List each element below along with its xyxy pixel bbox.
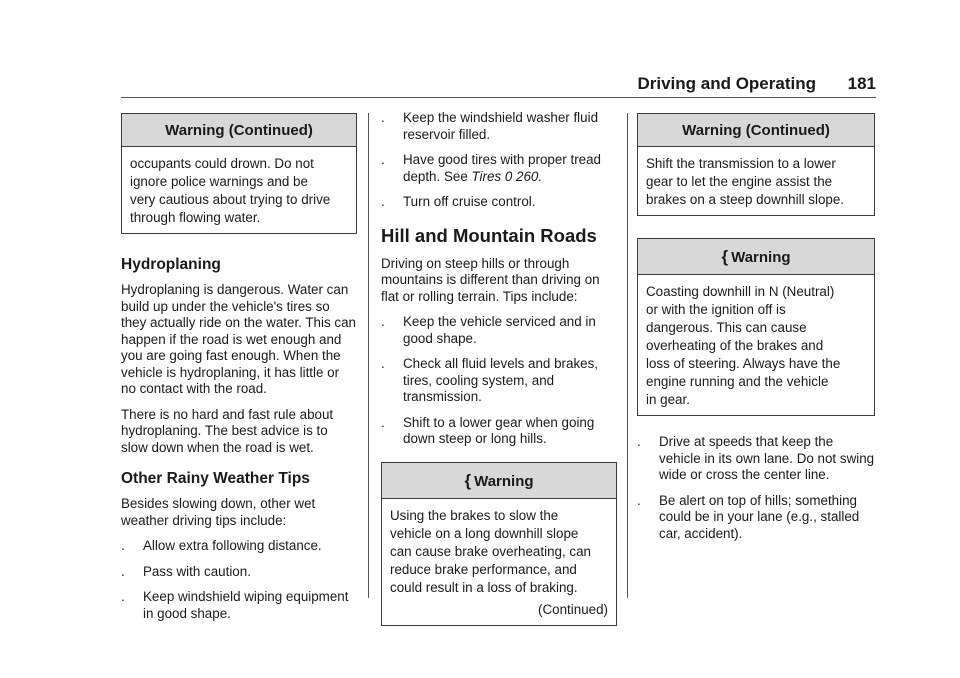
page-ref: 0 260.: [501, 168, 543, 184]
list-item: . Shift to a lower gear when going down steep or long hills.: [381, 414, 595, 446]
warning-title: { Warning: [638, 239, 874, 275]
warning-title: Warning (Continued): [638, 114, 874, 147]
warning-body: [382, 499, 616, 625]
list-item: . Keep windshield wiping equipment in good shape.: [121, 589, 349, 621]
list-item: . Check all fluid levels and brakes, tires, cooling system, and transmission.: [381, 356, 599, 404]
continued-label: (Continued): [538, 601, 608, 617]
bullet-list: [121, 538, 357, 622]
warning-line: dangerous. This can cause: [646, 320, 807, 335]
list-item: . Drive at speeds that keep the vehicle in its own lane. Do not swing wide or cross the center line.: [637, 434, 875, 482]
warning-box-brakes: [381, 462, 617, 626]
heading-rainy-tips: Other Rainy Weather Tips: [121, 470, 310, 487]
warning-line: loss of steering. Always have the: [646, 356, 841, 371]
warning-line: very cautious about trying to drive: [130, 192, 331, 207]
warning-line: or with the ignition off is: [646, 302, 786, 317]
warning-line: Shift the transmission to a lower: [646, 156, 836, 171]
column-divider-2: [627, 113, 628, 598]
paragraph: Driving on steep hills or through mountains is different than driving on flat or rolling terrain. Tips include:: [381, 255, 600, 304]
header-rule: [121, 97, 876, 98]
heading-hydroplaning: Hydroplaning: [121, 256, 221, 273]
section-title: Driving and Operating: [637, 74, 816, 93]
warning-line: reduce brake performance, and: [390, 561, 577, 577]
warning-line: engine running and the vehicle: [646, 374, 829, 389]
warning-title: Warning (Continued): [122, 114, 356, 147]
bullet-list: [381, 110, 617, 211]
warning-title: { Warning: [382, 463, 616, 499]
list-item: . Have good tires with proper tread depth. See Tires 0 260.: [381, 152, 601, 184]
warning-line: Using the brakes to slow the: [390, 507, 559, 523]
warning-body: [122, 147, 356, 233]
warning-box-continued: [637, 113, 875, 216]
bullet-list: [637, 434, 875, 542]
warning-line: can cause brake overheating, can: [390, 543, 591, 559]
warning-line: through flowing water.: [130, 210, 261, 225]
warning-line: overheating of the brakes and: [646, 338, 824, 353]
warning-icon: {: [464, 470, 472, 490]
list-item: . Keep the windshield washer fluid reservoir filled.: [381, 110, 599, 142]
paragraph: Hydroplaning is dangerous. Water can build up under the vehicle's tires so they actually ride on the water. This can happen if the road is wet enough and you are going fast enough. When the vehicle is hydroplaning, it has little or no contact with the road.: [121, 282, 356, 396]
warning-line: brakes on a steep downhill slope.: [646, 192, 845, 207]
list-item: . Allow extra following distance.: [121, 538, 322, 553]
warning-line: ignore police warnings and be: [130, 174, 308, 189]
list-item: . Keep the vehicle serviced and in good shape.: [381, 314, 596, 346]
warning-line: Coasting downhill in N (Neutral): [646, 284, 835, 299]
warning-line: occupants could drown. Do not: [130, 156, 314, 171]
warning-body: [638, 147, 874, 215]
list-item: . Pass with caution.: [121, 563, 251, 579]
warning-icon: {: [721, 247, 729, 266]
warning-line: vehicle on a long downhill slope: [390, 525, 579, 541]
paragraph: Besides slowing down, other wet weather driving tips include:: [121, 496, 316, 528]
warning-box-continued: [121, 113, 357, 234]
column-divider-1: [368, 113, 369, 598]
warning-line: in gear.: [646, 392, 690, 407]
page-header: [0, 74, 876, 96]
bullet-list: [381, 314, 617, 448]
page-number: 181: [847, 74, 876, 93]
column-3: [637, 113, 875, 551]
list-item: . Turn off cruise control.: [381, 194, 536, 209]
column-2: [381, 110, 617, 626]
warning-line: gear to let the engine assist the: [646, 174, 833, 189]
heading-hill-mountain: Hill and Mountain Roads: [381, 224, 597, 246]
warning-body: [638, 275, 874, 415]
warning-box-coasting: [637, 238, 875, 416]
tires-link[interactable]: Tires: [471, 168, 502, 184]
warning-line: could result in a loss of braking.: [390, 579, 578, 595]
paragraph: There is no hard and fast rule about hydroplaning. The best advice is to slow down when the road is wet.: [121, 406, 334, 455]
column-1: [121, 113, 357, 631]
list-item: . Be alert on top of hills; something could be in your lane (e.g., stalled car, accident).: [637, 492, 860, 541]
